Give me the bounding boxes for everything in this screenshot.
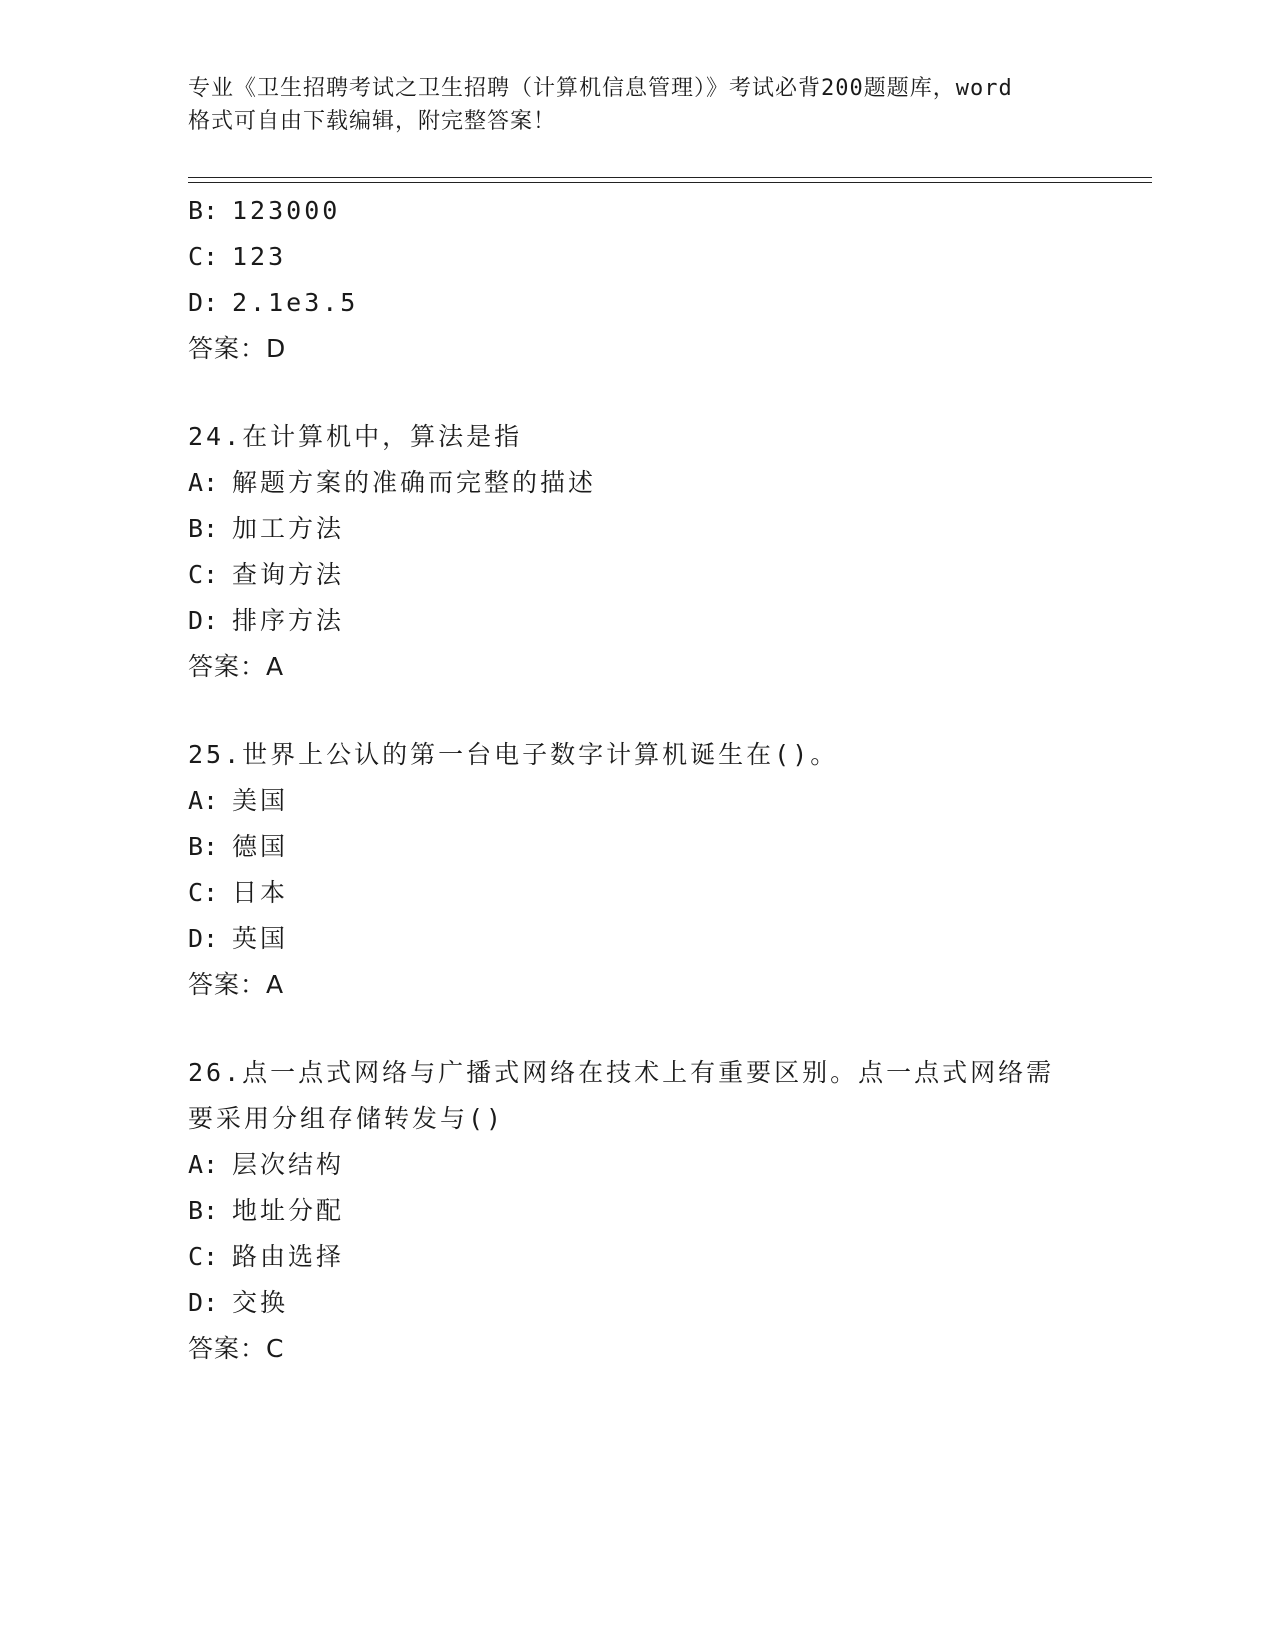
option-a: A: 美国 xyxy=(188,786,289,815)
option-d: D: 英国 xyxy=(188,924,289,953)
answer: 答案：A xyxy=(188,652,285,681)
option-a: A: 解题方案的准确而完整的描述 xyxy=(188,468,597,497)
question-stem: 25.世界上公认的第一台电子数字计算机诞生在()。 xyxy=(188,740,839,769)
header-line-2: 格式可自由下载编辑，附完整答案！ xyxy=(188,109,557,134)
question-stem: 24.在计算机中，算法是指 xyxy=(188,422,523,451)
answer: 答案：C xyxy=(188,1334,285,1363)
question-25 xyxy=(188,732,1108,1008)
header-divider-top xyxy=(188,177,1152,178)
question-26 xyxy=(188,1050,1108,1372)
option-d: D: 2.1e3.5 xyxy=(188,288,359,317)
question-stem-line-1: 26.点一点式网络与广播式网络在技术上有重要区别。点一点式网络需 xyxy=(188,1058,1055,1087)
option-b: B: 德国 xyxy=(188,832,289,861)
continued-question xyxy=(188,188,1108,372)
option-c: C: 查询方法 xyxy=(188,560,345,589)
header-divider-bottom xyxy=(188,182,1152,183)
option-d: D: 交换 xyxy=(188,1288,289,1317)
option-a: A: 层次结构 xyxy=(188,1150,345,1179)
question-content xyxy=(188,188,1108,1372)
question-stem-line-2: 要采用分组存储转发与() xyxy=(188,1104,505,1133)
option-c: C: 日本 xyxy=(188,878,289,907)
option-c: C: 路由选择 xyxy=(188,1242,345,1271)
option-b: B: 123000 xyxy=(188,196,341,225)
option-d: D: 排序方法 xyxy=(188,606,345,635)
question-24 xyxy=(188,414,1108,690)
document-header xyxy=(188,72,1088,138)
option-c: C: 123 xyxy=(188,242,287,271)
option-b: B: 地址分配 xyxy=(188,1196,345,1225)
option-b: B: 加工方法 xyxy=(188,514,345,543)
answer: 答案：D xyxy=(188,334,287,363)
answer: 答案：A xyxy=(188,970,285,999)
header-line-1: 专业《卫生招聘考试之卫生招聘（计算机信息管理）》考试必背200题题库，word xyxy=(188,76,1013,101)
